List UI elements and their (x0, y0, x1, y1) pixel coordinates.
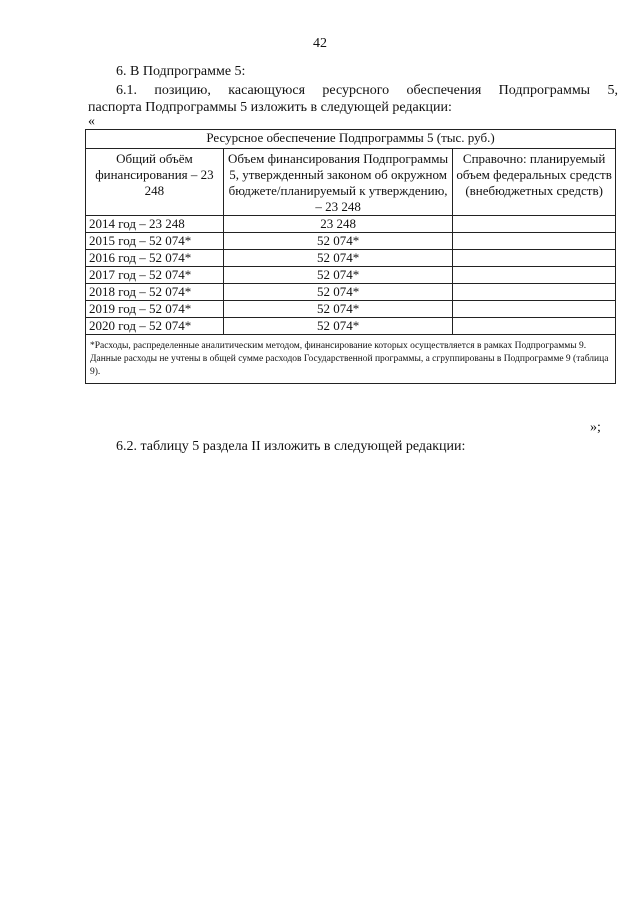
cell-federal (453, 318, 616, 335)
section-heading: 6. В Подпрограмме 5: (116, 64, 246, 79)
cell-approved: 52 074* (223, 318, 452, 335)
cell-year: 2015 год – 52 074* (86, 233, 224, 250)
table-row (86, 250, 616, 267)
cell-approved: 52 074* (223, 301, 452, 318)
cell-year: 2017 год – 52 074* (86, 267, 224, 284)
cell-year: 2019 год – 52 074* (86, 301, 224, 318)
header-approved-funding: Объем финансирования Подпрограммы 5, утвержденный законом об окружном бюджете/планируемый к утверждению, – 23 248 (223, 149, 452, 216)
page-number: 42 (313, 36, 327, 51)
opening-quote: « (88, 114, 95, 129)
header-total-funding: Общий объём финансирования – 23 248 (86, 149, 224, 216)
cell-approved: 52 074* (223, 250, 452, 267)
table-row (86, 216, 616, 233)
cell-federal (453, 284, 616, 301)
closing-quote: »; (590, 420, 601, 435)
header-federal-funds: Справочно: планируемый объем федеральных средств (внебюджетных средств) (453, 149, 616, 216)
paragraph-6-1-line2: паспорта Подпрограммы 5 изложить в следующей редакции: (88, 100, 452, 115)
cell-year: 2016 год – 52 074* (86, 250, 224, 267)
cell-approved: 23 248 (223, 216, 452, 233)
cell-approved: 52 074* (223, 233, 452, 250)
paragraph-6-1 (88, 82, 618, 116)
cell-approved: 52 074* (223, 267, 452, 284)
cell-federal (453, 267, 616, 284)
cell-federal (453, 250, 616, 267)
table-row (86, 318, 616, 335)
cell-year: 2018 год – 52 074* (86, 284, 224, 301)
cell-year: 2014 год – 23 248 (86, 216, 224, 233)
table-row (86, 301, 616, 318)
cell-approved: 52 074* (223, 284, 452, 301)
table-row (86, 233, 616, 250)
table-title: Ресурсное обеспечение Подпрограммы 5 (тыс. руб.) (86, 130, 616, 149)
paragraph-6-2: 6.2. таблицу 5 раздела II изложить в следующей редакции: (116, 439, 466, 454)
cell-federal (453, 216, 616, 233)
table-footnote: *Расходы, распределенные аналитическим методом, финансирование которых осуществляется в рамках Подпрограммы 9. Данные расходы не учтены в общей сумме расходов Государственной программы, а сгруппированы в Подпрограмме 9 (таблица 9). (86, 335, 616, 384)
resource-table (85, 129, 616, 384)
cell-year: 2020 год – 52 074* (86, 318, 224, 335)
table-row (86, 284, 616, 301)
table-row (86, 267, 616, 284)
cell-federal (453, 301, 616, 318)
paragraph-6-1-line1: 6.1. позицию, касающуюся ресурсного обеспечения Подпрограммы 5, (116, 83, 618, 98)
cell-federal (453, 233, 616, 250)
